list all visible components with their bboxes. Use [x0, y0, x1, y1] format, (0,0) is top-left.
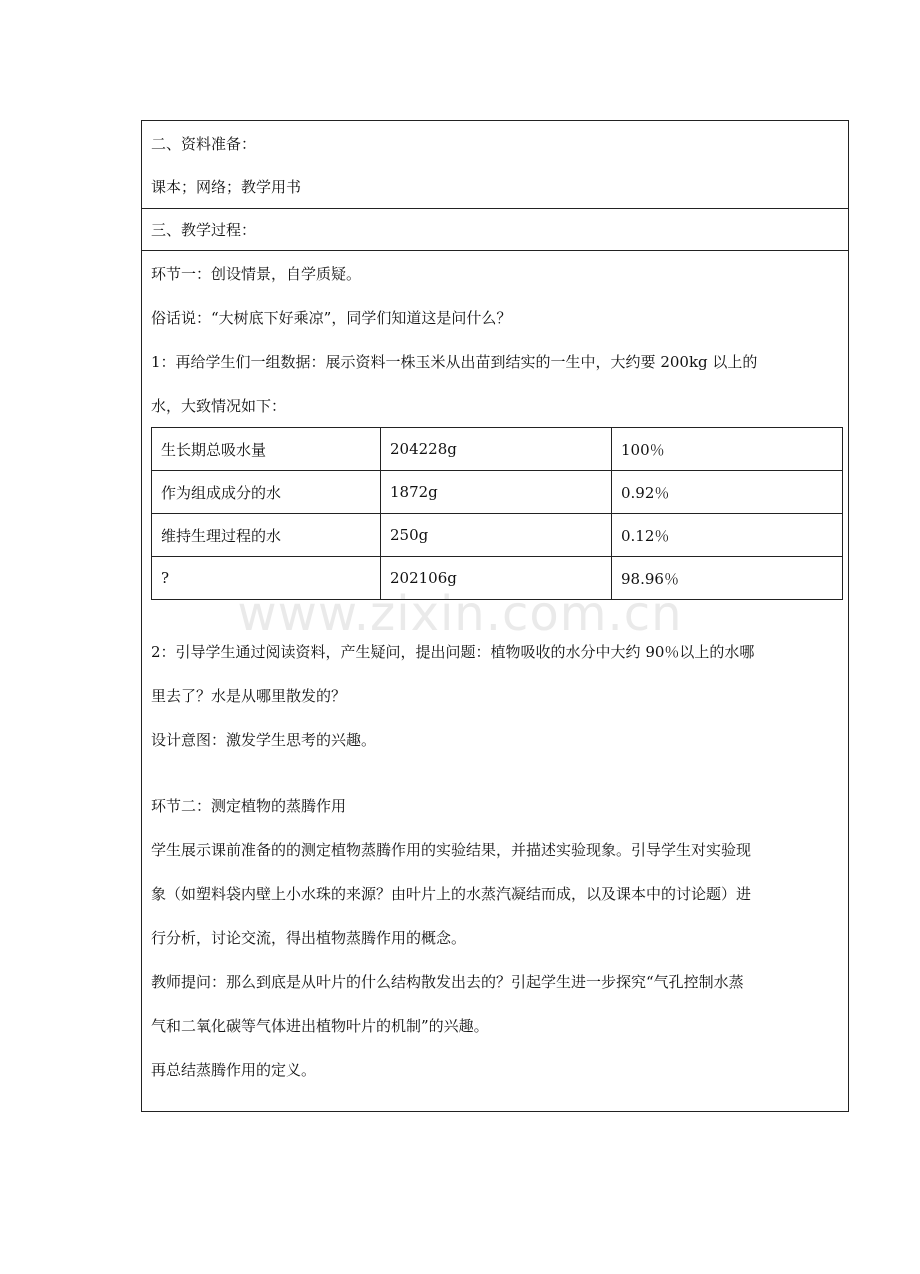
materials-content: 课本；网络；教学用书 [151, 178, 302, 196]
stage2-p2-line2: 气和二氧化碳等气体进出植物叶片的机制”的兴趣。 [151, 1017, 489, 1035]
table-cell: 作为组成成分的水 [152, 471, 381, 514]
stage2-p1-line2: 象（如塑料袋内壁上小水珠的来源？由叶片上的水蒸汽凝结而成，以及课本中的讨论题）进 [151, 885, 752, 903]
table-cell: 250g [381, 514, 612, 557]
stage1-point2-line1: 2：引导学生通过阅读资料，产生疑问，提出问题：植物吸收的水分中大约 90％以上的水哪 [151, 643, 755, 661]
table-cell: 0.12％ [612, 514, 843, 557]
stage1-design-intent: 设计意图：激发学生思考的兴趣。 [151, 731, 377, 749]
table-cell: ? [152, 557, 381, 600]
watermark: www.zixin.com.cn [237, 586, 683, 642]
process-section [142, 209, 848, 251]
table-row [152, 428, 843, 471]
stage2-title: 环节二：测定植物的蒸腾作用 [151, 797, 347, 815]
stage1-saying: 俗话说：“大树底下好乘凉”，同学们知道这是问什么？ [151, 309, 512, 327]
stage1-point1-line1: 1：再给学生们一组数据：展示资料一株玉米从出苗到结实的一生中，大约要 200kg 以上的 [151, 353, 758, 371]
stage2-p1-line1: 学生展示课前准备的的测定植物蒸腾作用的实验结果，并描述实验现象。引导学生对实验现 [151, 841, 752, 859]
materials-section [142, 121, 848, 209]
table-cell: 生长期总吸水量 [152, 428, 381, 471]
materials-heading: 二、资料准备： [151, 135, 257, 153]
lesson-plan-frame [141, 120, 849, 1112]
stage2-summary: 再总结蒸腾作用的定义。 [151, 1061, 317, 1079]
stage2-p1-line3: 行分析，讨论交流，得出植物蒸腾作用的概念。 [151, 929, 467, 947]
stage1-point1-line2: 水，大致情况如下： [151, 397, 287, 415]
table-cell: 1872g [381, 471, 612, 514]
table-cell: 202106g [381, 557, 612, 600]
table-cell: 98.96％ [612, 557, 843, 600]
stage2-p2-line1: 教师提问：那么到底是从叶片的什么结构散发出去的？引起学生进一步探究“气孔控制水蒸 [151, 973, 744, 991]
table-cell: 0.92％ [612, 471, 843, 514]
table-row [152, 514, 843, 557]
table-cell: 100％ [612, 428, 843, 471]
stage1-point2-line2: 里去了？水是从哪里散发的？ [151, 687, 347, 705]
stage1-title: 环节一：创设情景，自学质疑。 [151, 265, 362, 283]
table-cell: 204228g [381, 428, 612, 471]
water-usage-table [151, 427, 843, 600]
table-row [152, 557, 843, 600]
process-heading: 三、教学过程： [151, 221, 257, 239]
table-row [152, 471, 843, 514]
table-cell: 维持生理过程的水 [152, 514, 381, 557]
